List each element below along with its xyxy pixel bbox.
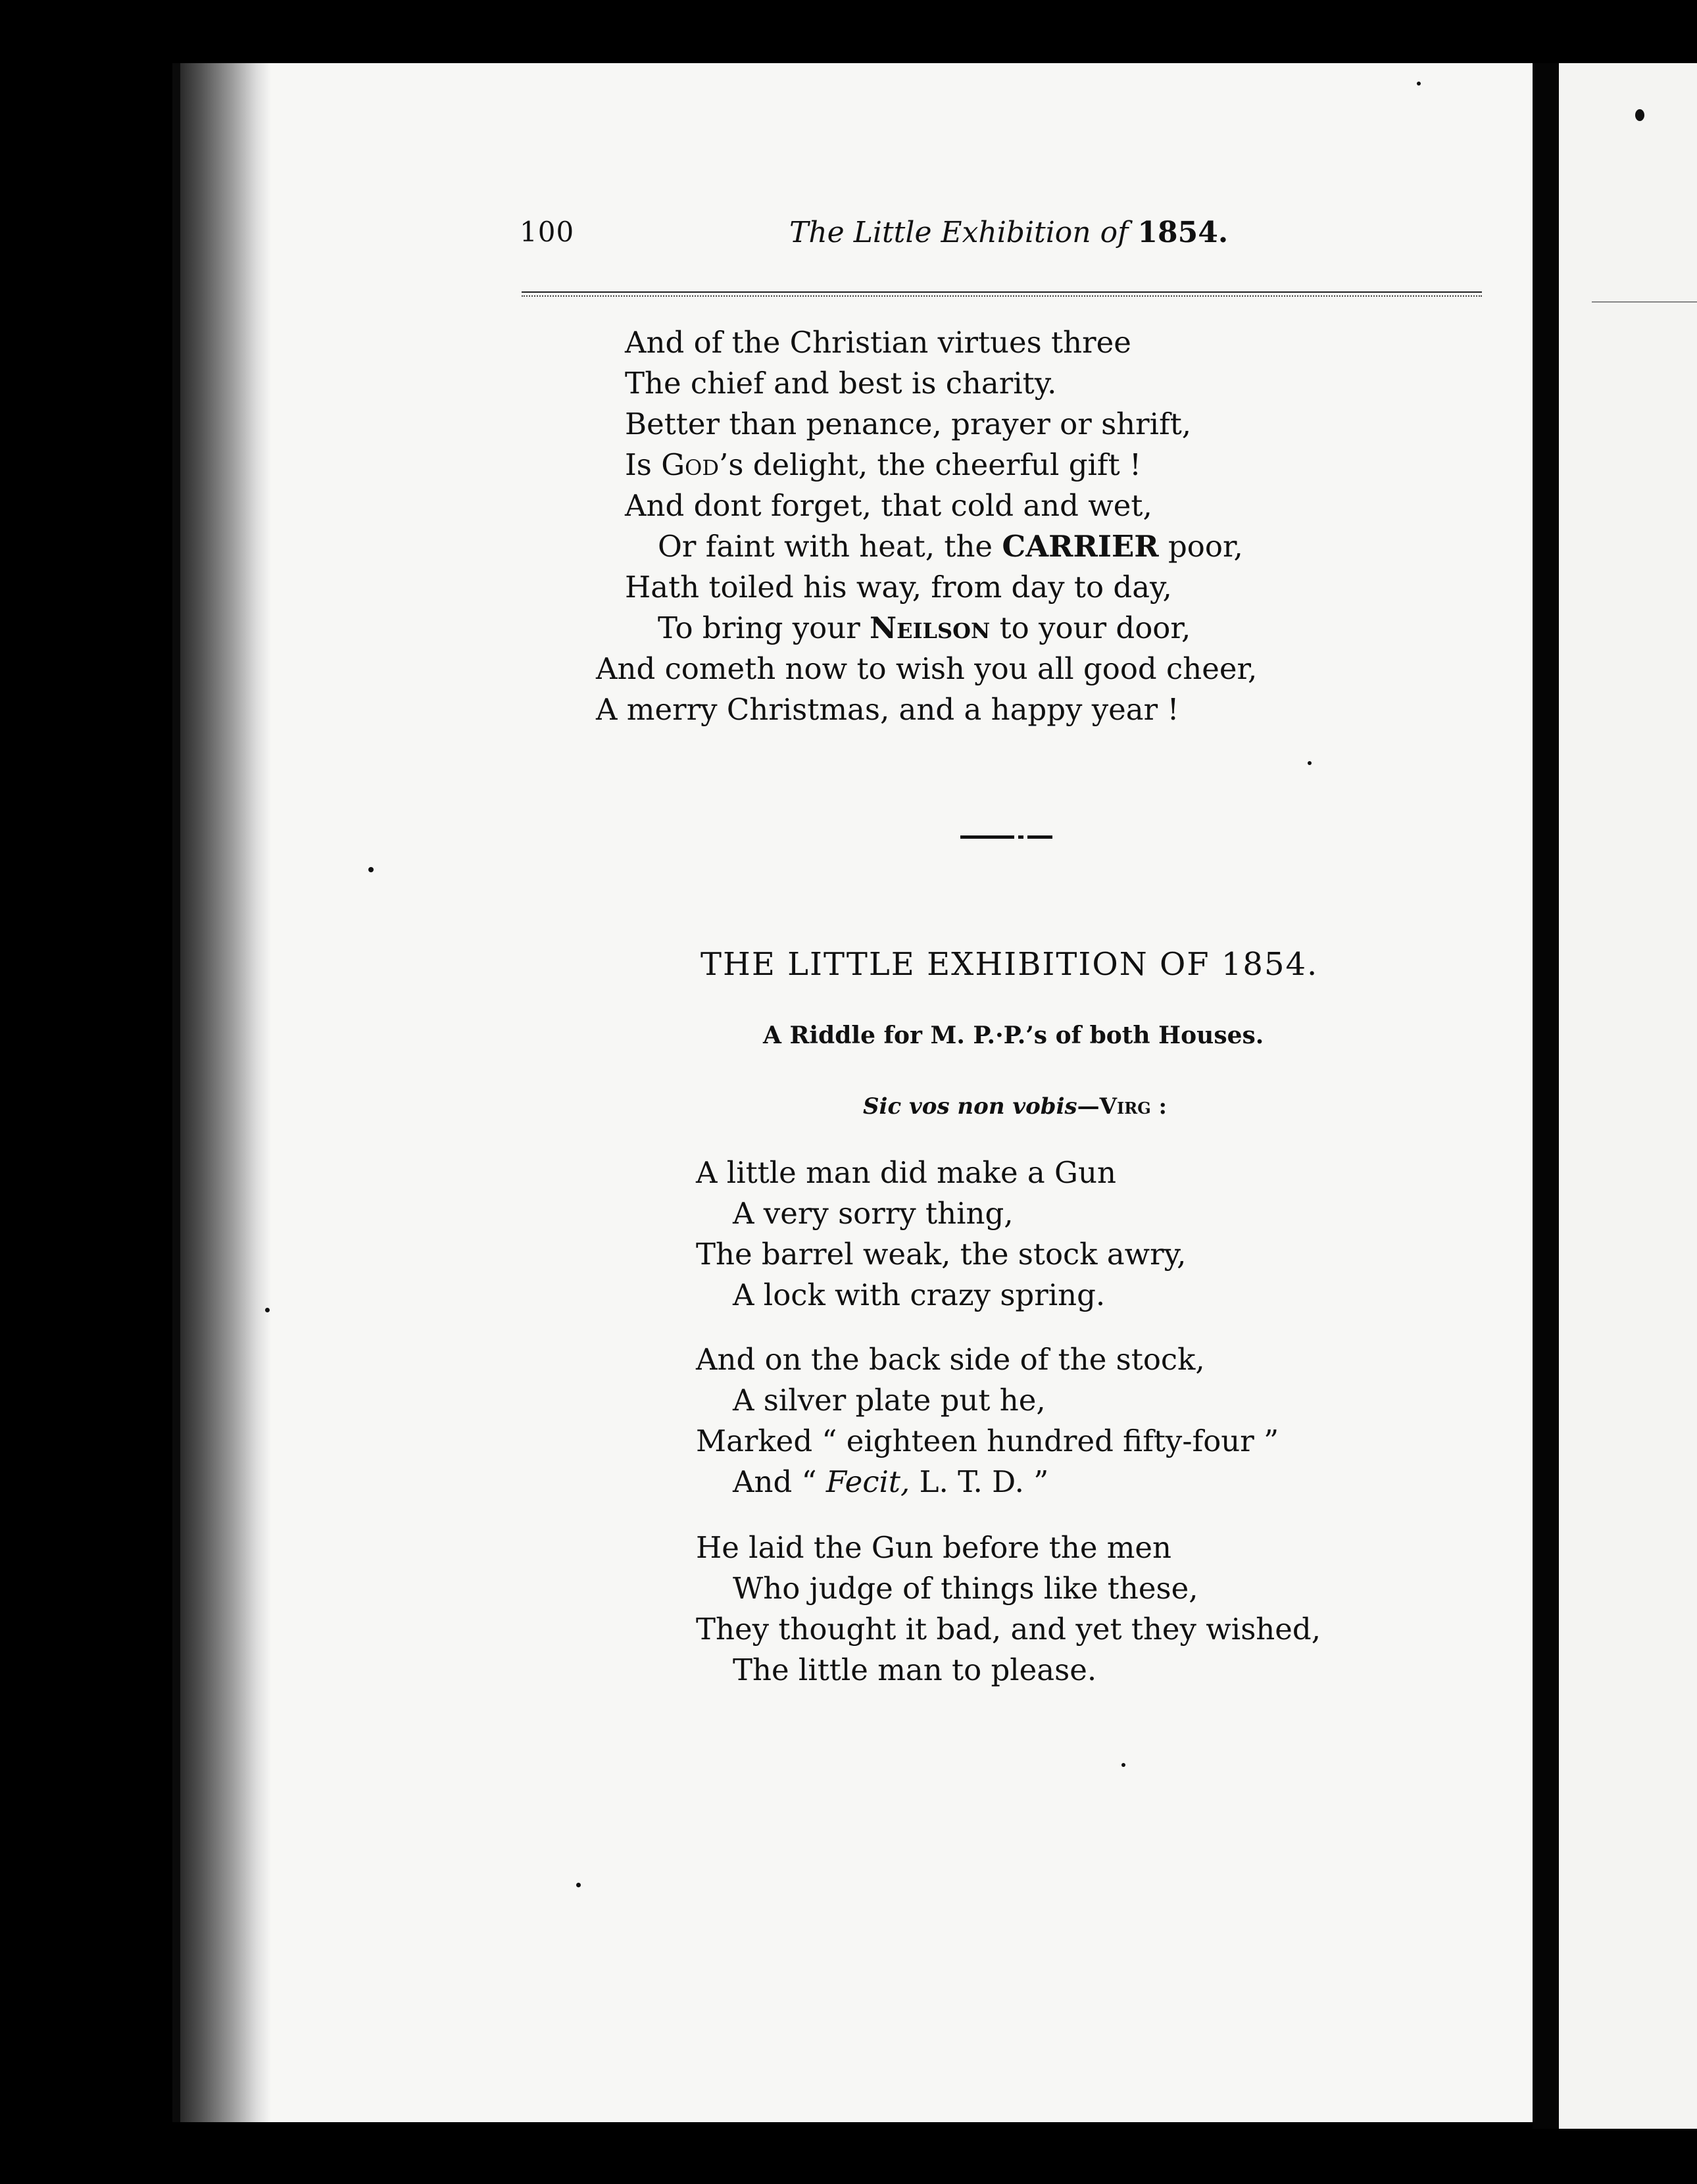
running-title (789, 216, 1228, 249)
poem-smallcaps: God (661, 447, 720, 482)
stanza (696, 1527, 1321, 1691)
poem-line: The chief and best is charity. (625, 366, 1057, 401)
epigraph (863, 1093, 1167, 1120)
poem-text: To bring your (658, 610, 860, 645)
poem-line: Marked “ eighteen hundred fifty-four ” (696, 1424, 1279, 1458)
print-speck (576, 1883, 581, 1887)
poem-text: Is (625, 447, 652, 482)
print-speck (1308, 761, 1312, 765)
ornament-bar (960, 835, 1014, 839)
print-speck (1417, 82, 1421, 86)
poem-line: And cometh now to wish you all good cheer, (596, 651, 1258, 686)
poem-line (625, 445, 1257, 485)
adjacent-page-rule (1592, 301, 1697, 303)
poem-line: A lock with crazy spring. (733, 1278, 1106, 1312)
page-edge (172, 63, 180, 2122)
poem-line: Who judge of things like these, (733, 1571, 1198, 1606)
poem-text: Or faint with heat, the (658, 529, 993, 564)
poem-line: A silver plate put he, (733, 1383, 1046, 1418)
poem-line: A little man did make a Gun (696, 1155, 1116, 1190)
poem-line: And on the back side of the stock, (696, 1342, 1205, 1377)
header-rule (522, 291, 1482, 297)
page-gutter-shadow (172, 63, 271, 2122)
poem-line (625, 608, 1257, 649)
poem-text: to your door, (999, 610, 1191, 645)
first-poem (596, 322, 1258, 730)
running-head (520, 216, 1229, 255)
poem-line: And dont forget, that cold and wet, (625, 488, 1152, 523)
poem-line: A merry Christmas, and a happy year ! (596, 692, 1179, 727)
stanza (696, 1153, 1186, 1316)
poem-line (696, 1462, 1279, 1502)
poem-line: Hath toiled his way, from day to day, (625, 570, 1172, 605)
adjacent-page (1559, 63, 1697, 2129)
stanza (696, 1339, 1279, 1502)
poem-line (625, 526, 1257, 567)
ornament-dot (1018, 835, 1023, 839)
print-speck (265, 1308, 270, 1312)
section-subtitle: A Riddle for M. P.·P.’s of both Houses. (763, 1022, 1264, 1049)
ornament-divider (960, 835, 1052, 839)
poem-line: The barrel weak, the stock awry, (696, 1237, 1187, 1272)
poem-text: ’s delight, the cheerful gift ! (719, 447, 1142, 482)
running-title-year: 1854. (1137, 216, 1229, 249)
poem-line: He laid the Gun before the men (696, 1530, 1172, 1565)
poem-line: A very sorry thing, (733, 1196, 1014, 1231)
epigraph-author: —Virg : (1077, 1093, 1168, 1120)
page-number: 100 (520, 216, 575, 248)
poem-italic: Fecit, (825, 1464, 910, 1499)
poem-line: The little man to please. (733, 1652, 1097, 1687)
poem-line: They thought it bad, and yet they wished, (696, 1612, 1321, 1647)
epigraph-latin: Sic vos non vobis (863, 1093, 1077, 1120)
print-speck (1121, 1763, 1125, 1767)
poem-emphasis: CARRIER (1002, 529, 1159, 564)
running-title-text: The Little Exhibition of (789, 216, 1129, 249)
poem-text: poor, (1168, 529, 1243, 564)
poem-line: Better than penance, prayer or shrift, (625, 407, 1192, 441)
poem-text: And “ (733, 1464, 817, 1499)
print-speck (1635, 109, 1644, 121)
page-divider (1533, 63, 1559, 2129)
poem-text: L. T. D. ” (919, 1464, 1049, 1499)
poem-smallcaps: Neilson (870, 610, 991, 645)
poem-line: And of the Christian virtues three (625, 325, 1131, 360)
section-title: THE LITTLE EXHIBITION OF 1854. (701, 946, 1319, 983)
ornament-bar (1027, 835, 1052, 839)
print-speck (368, 867, 374, 872)
